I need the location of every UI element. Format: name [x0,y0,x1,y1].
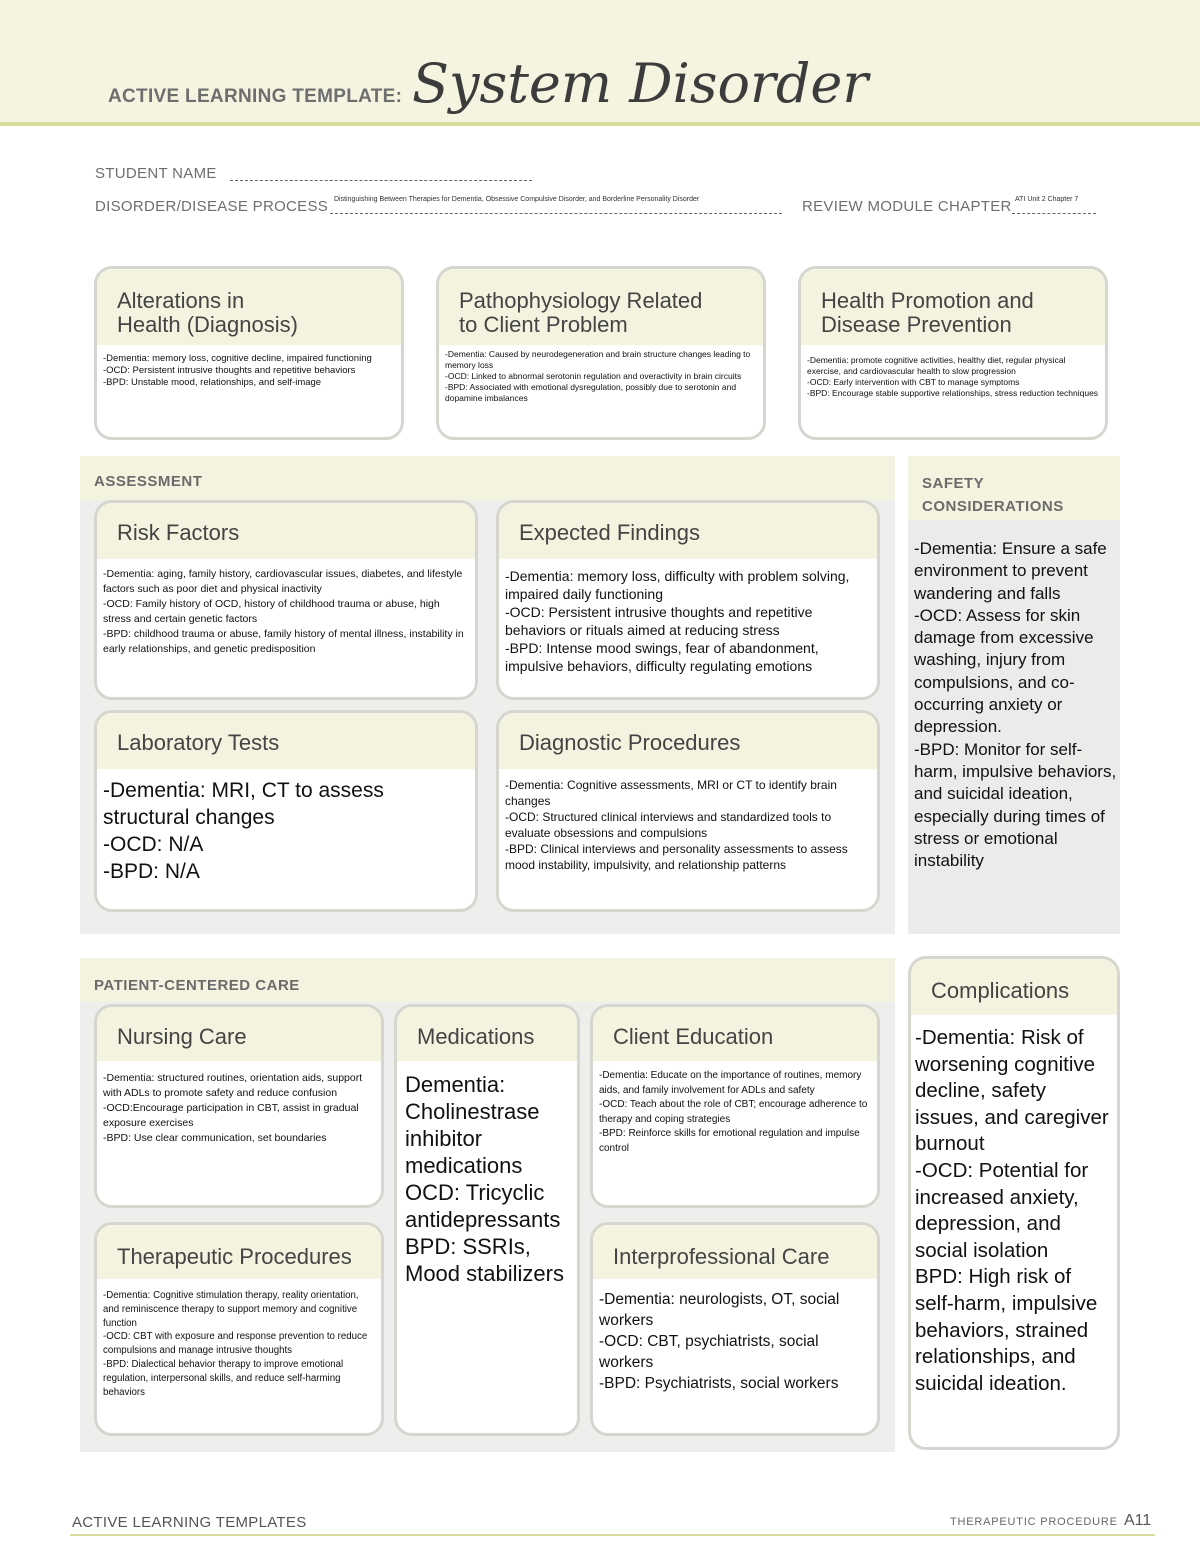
safety-title [922,472,1064,518]
client-education-card [590,1004,880,1208]
pathophysiology-title [439,269,763,345]
review-module-field[interactable] [1012,213,1096,214]
health-promotion-body: -Dementia: promote cognitive activities, healthy diet, regular physical exercise, and cardiovascular health to slow progression -OCD: Early intervention with CBT to manage symptoms -BPD: Encourage stable supportive relationships, stress reduction techniques [807,355,1099,398]
medications-body: Dementia: Cholinestrase inhibitor medications OCD: Tricyclic antidepressants BPD: SSRIs, Mood stabilizers [405,1072,564,1286]
disorder-label: DISORDER/DISEASE PROCESS [95,198,329,215]
pathophysiology-title-line2: to Client Problem [459,312,628,337]
health-promotion-title-line2: Disease Prevention [821,312,1012,337]
safety-body: -Dementia: Ensure a safe environment to prevent wandering and falls -OCD: Assess for skin damage from excessive washing, injury from compulsions, and co-occurring anxiety or depression. -BPD: Monitor for self-harm, impulsive behaviors, and suicidal ideation, especially during times of stress or emotional instability [914,539,1117,871]
risk-factors-title: Risk Factors [97,503,475,559]
nursing-care-title: Nursing Care [97,1007,381,1061]
student-name-label: STUDENT NAME [95,165,217,182]
health-promotion-title [801,269,1105,345]
assessment-label: ASSESSMENT [94,473,203,490]
therapeutic-procedures-title: Therapeutic Procedures [97,1225,381,1279]
alterations-title [97,269,401,345]
header-rule [0,122,1200,126]
pathophysiology-card [436,266,766,440]
pathophysiology-title-line1: Pathophysiology Related [459,288,703,313]
disorder-value: Distinguishing Between Therapies for Dementia, Obsessive Compulsive Disorder, and Borderline Personality Disorder [334,196,700,203]
laboratory-tests-title: Laboratory Tests [97,713,475,769]
footer-rule [70,1534,1155,1536]
review-module-value: ATI Unit 2 Chapter 7 [1015,196,1079,203]
health-promotion-card [798,266,1108,440]
expected-findings-card [496,500,880,700]
health-promotion-title-line1: Health Promotion and [821,288,1034,313]
diagnostic-procedures-card [496,710,880,912]
footer-left: ACTIVE LEARNING TEMPLATES [72,1514,307,1531]
nursing-care-body: -Dementia: structured routines, orientation aids, support with ADLs to promote safety and reduce confusion -OCD:Encourage participation in CBT, assist in gradual exposure exercises -BPD: Use clear communication, set boundaries [103,1072,363,1144]
laboratory-tests-body: -Dementia: MRI, CT to assess structural changes -OCD: N/A -BPD: N/A [103,779,384,883]
disorder-field[interactable] [330,213,782,214]
risk-factors-card [94,500,478,700]
therapeutic-procedures-body: -Dementia: Cognitive stimulation therapy, reality orientation, and reminiscence therapy to support memory and cognitive function -OCD: CBT with exposure and response prevention to reduce compulsions and manage intrusive thoughts -BPD: Dialectical behavior therapy to improve emotional regulation, interpersonal skills, and reduce self-harming behaviors [103,1290,368,1398]
footer-page-number: A11 [1124,1512,1152,1529]
template-title: System Disorder [412,52,869,115]
risk-factors-body: -Dementia: aging, family history, cardiovascular issues, diabetes, and lifestyle factors such as poor diet and physical inactivity -OCD: Family history of OCD, history of childhood trauma or abuse, high stress and certain genetic factors -BPD: childhood trauma or abuse, family history of mental illness, instability in early relationships, and genetic predisposition [103,568,464,655]
diagnostic-procedures-body: -Dementia: Cognitive assessments, MRI or CT to identify brain changes -OCD: Structured clinical interviews and standardized tools to evaluate obsessions and compulsions -BPD: Clinical interviews and personality assessments to assess mood instability, impulsivity, and relationship patterns [505,778,848,872]
patient-care-label: PATIENT-CENTERED CARE [94,977,300,994]
laboratory-tests-card [94,710,478,912]
client-education-title: Client Education [593,1007,877,1061]
diagnostic-procedures-title: Diagnostic Procedures [499,713,877,769]
client-education-body: -Dementia: Educate on the importance of routines, memory aids, and family involvement for ADLs and safety -OCD: Teach about the role of CBT; encourage adherence to therapy and coping strategies -BPD: Reinforce skills for emotional regulation and impulse control [599,1070,868,1154]
pathophysiology-body: -Dementia: Caused by neurodegeneration and brain structure changes leading to memory loss -OCD: Linked to abnormal serotonin regulation and overactivity in brain circuits -BPD: Associated with emotional dysregulation, possibly due to serotonin and dopamine imbalances [445,349,751,403]
alterations-card [94,266,404,440]
footer-right: THERAPEUTIC PROCEDURE [950,1516,1118,1528]
complications-body: -Dementia: Risk of worsening cognitive decline, safety issues, and caregiver burnout -OCD: Potential for increased anxiety, depression, and social isolation BPD: High risk of self-harm, impulsive behaviors, strained relationships, and suicidal ideation. [915,1026,1109,1395]
medications-title: Medications [397,1007,577,1061]
medications-card [394,1004,580,1436]
expected-findings-body: -Dementia: memory loss, difficulty with problem solving, impaired daily functioning -OCD: Persistent intrusive thoughts and repetitive behaviors or rituals aimed at reducing stress -BPD: Intense mood swings, fear of abandonment, impulsive behaviors, difficulty regulating emotions [505,568,850,674]
alterations-title-line1: Alterations in [117,288,245,313]
student-name-field[interactable] [230,180,532,181]
review-module-label: REVIEW MODULE CHAPTER [802,198,1012,215]
interprofessional-care-card [590,1222,880,1436]
alterations-title-line2: Health (Diagnosis) [117,312,298,337]
alterations-body: -Dementia: memory loss, cognitive decline, impaired functioning -OCD: Persistent intrusive thoughts and repetitive behaviors -BPD: Unstable mood, relationships, and self-image [103,353,372,388]
nursing-care-card [94,1004,384,1208]
template-label: ACTIVE LEARNING TEMPLATE: [108,86,403,107]
safety-title-line2: CONSIDERATIONS [922,498,1064,515]
interprofessional-care-body: -Dementia: neurologists, OT, social workers -OCD: CBT, psychiatrists, social workers -BPD: Psychiatrists, social workers [599,1291,840,1392]
complications-title: Complications [911,959,1117,1015]
complications-card [908,956,1120,1450]
safety-title-line1: SAFETY [922,475,985,492]
expected-findings-title: Expected Findings [499,503,877,559]
therapeutic-procedures-card [94,1222,384,1436]
interprofessional-care-title: Interprofessional Care [593,1225,877,1279]
